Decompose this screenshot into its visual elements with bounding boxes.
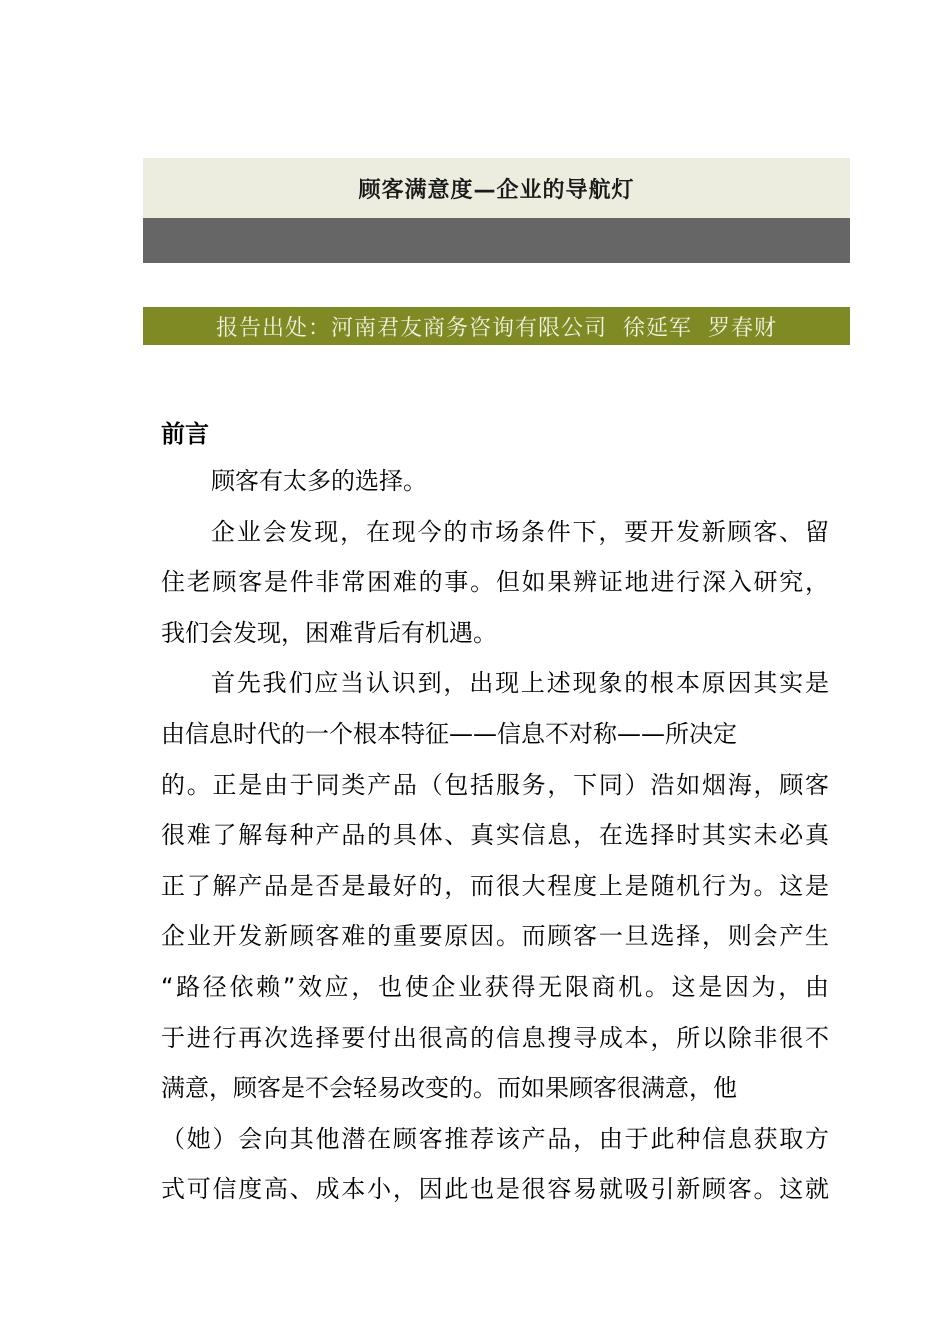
body-line: 首先我们应当认识到，出现上述现象的根本原因其实是 — [211, 669, 829, 698]
body-line: 式可信度高、成本小，因此也是很容易就吸引新顾客。这就 — [161, 1175, 829, 1204]
document-title: 顾客满意度—企业的导航灯 — [358, 177, 635, 203]
body-line: 正了解产品是否是最好的，而很大程度上是随机行为。这是 — [161, 871, 829, 900]
body-line: 我们会发现，困难背后有机遇。 — [161, 618, 497, 647]
body-line: 企业开发新顾客难的重要原因。而顾客一旦选择，则会产生 — [161, 922, 829, 951]
body-line: 由信息时代的一个根本特征——信息不对称——所决定 — [161, 719, 737, 748]
body-line: 的。正是由于同类产品（包括服务，下同）浩如烟海，顾客 — [161, 770, 829, 799]
source-band — [143, 307, 850, 345]
body-line: 住老顾客是件非常困难的事。但如果辨证地进行深入研究， — [161, 568, 829, 597]
body-line: 于进行再次选择要付出很高的信息搜寻成本，所以除非很不 — [161, 1023, 829, 1052]
section-heading: 前言 — [161, 420, 209, 448]
body-line: 顾客有太多的选择。 — [211, 467, 427, 495]
body-line: 很难了解每种产品的具体、真实信息，在选择时其实未必真 — [161, 821, 829, 850]
body-line: （她）会向其他潜在顾客推荐该产品，由于此种信息获取方 — [161, 1124, 829, 1153]
report-source: 报告出处：河南君友商务咨询有限公司 徐延军 罗春财 — [216, 315, 777, 341]
body-line: 企业会发现，在现今的市场条件下，要开发新顾客、留 — [211, 517, 829, 546]
body-line: “路径依赖”效应，也使企业获得无限商机。这是因为，由 — [161, 972, 829, 1001]
decorative-gray-band — [143, 218, 850, 263]
title-band — [143, 158, 850, 218]
body-line: 满意，顾客是不会轻易改变的。而如果顾客很满意，他 — [161, 1074, 737, 1103]
body-text — [161, 456, 829, 1215]
